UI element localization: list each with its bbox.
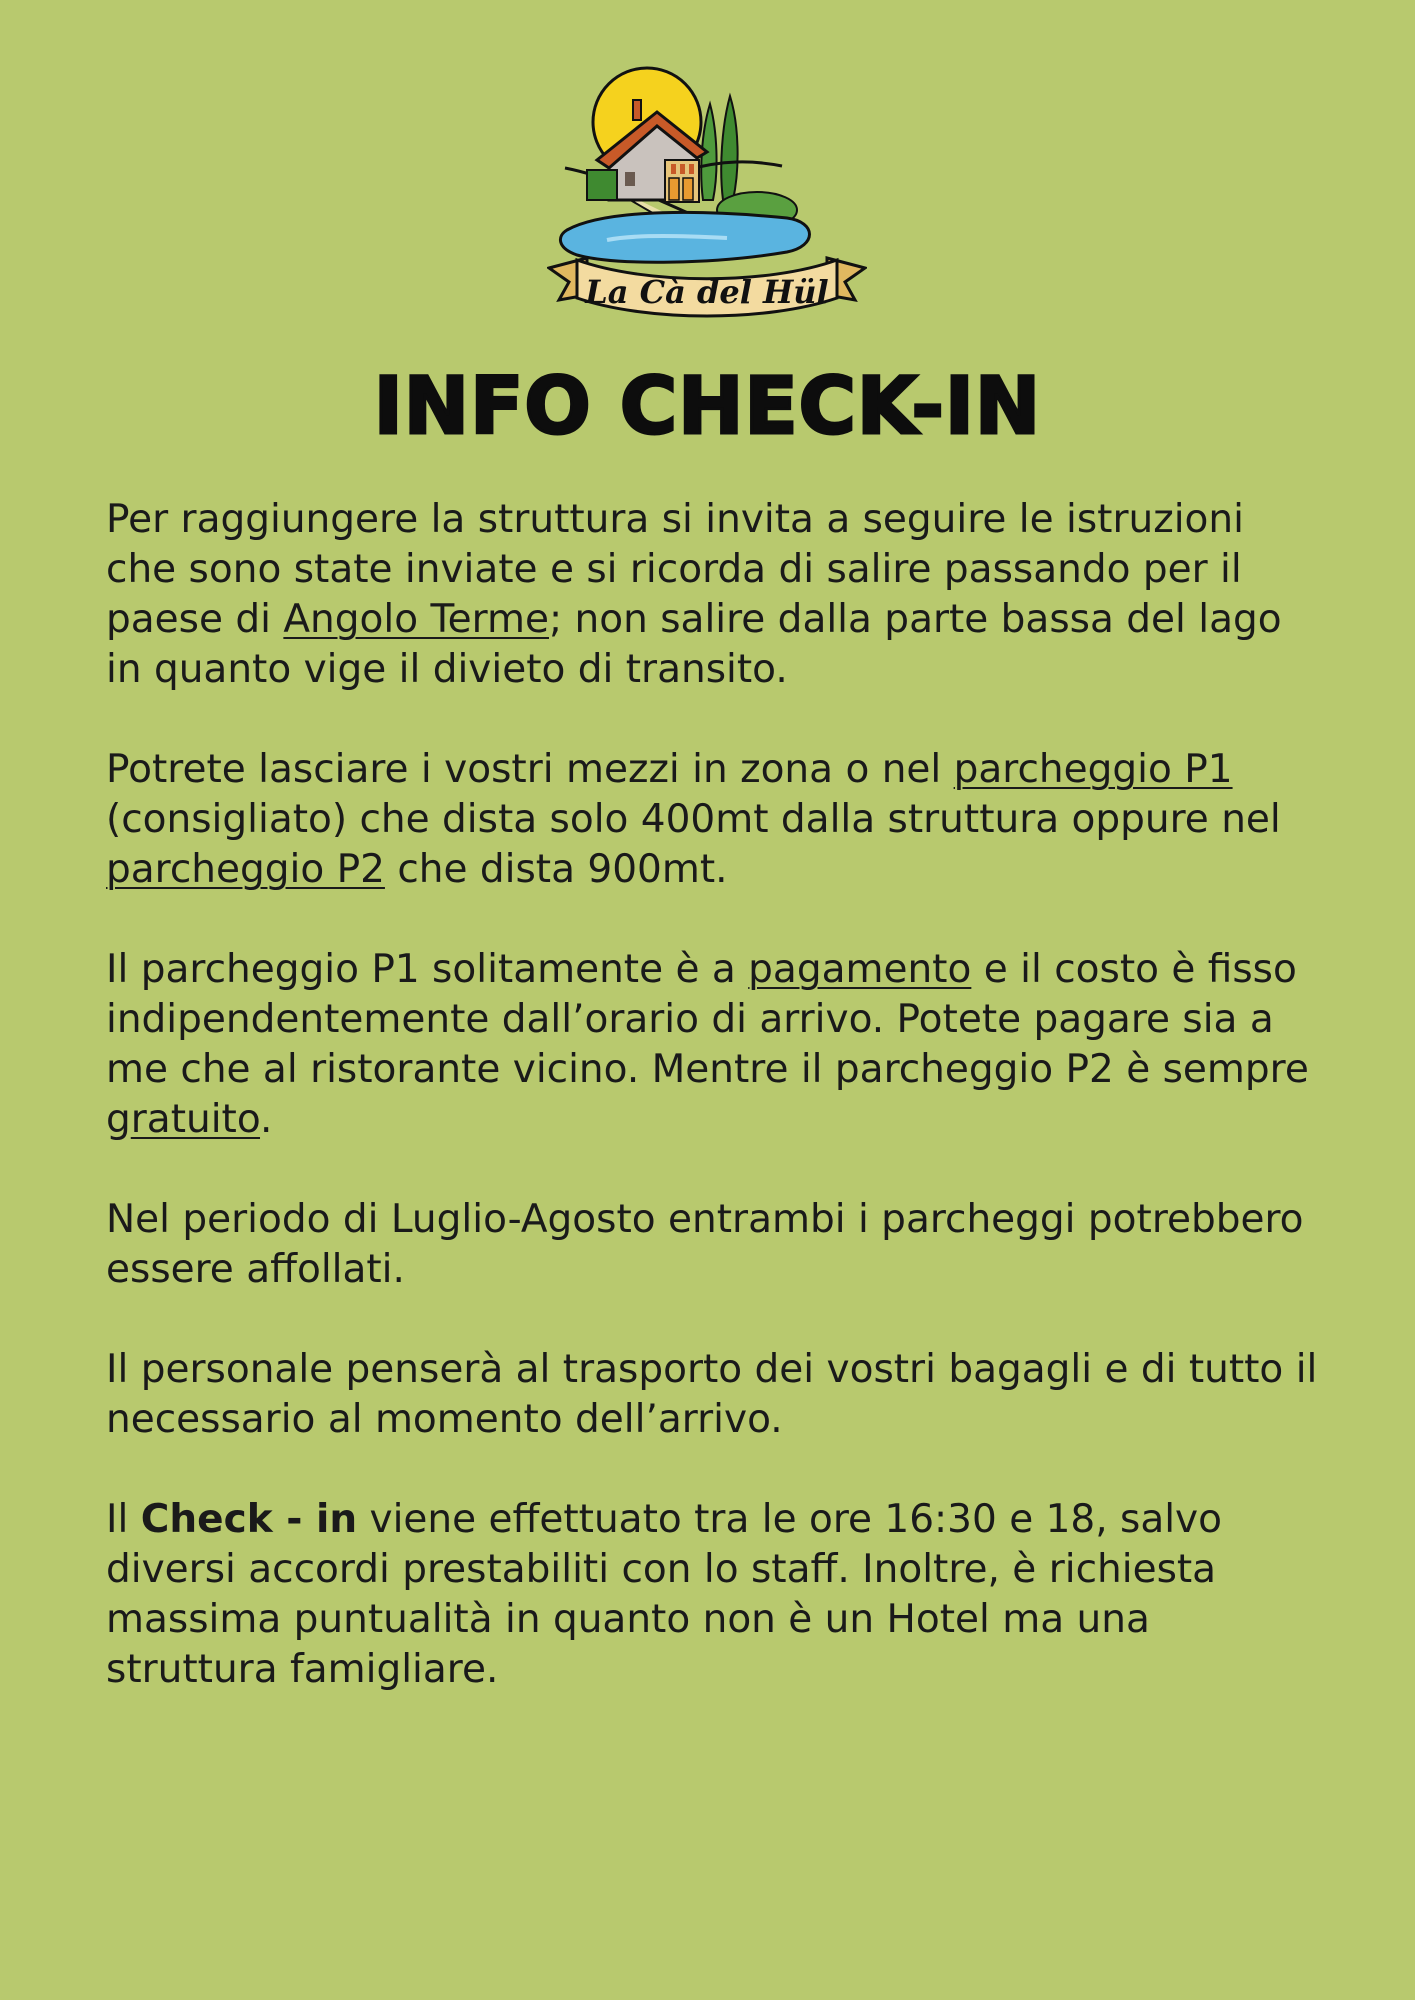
text-segment: Il parcheggio P1 solitamente è a: [106, 947, 749, 992]
tree-icon: [721, 96, 737, 200]
pagamento-link[interactable]: pagamento: [748, 947, 972, 992]
text-segment: viene effettuato tra le ore 16:30 e 18, salvo diversi accordi prestabiliti con lo staff. Inoltre, è richiesta massima puntualità in quanto non è un Hotel ma una struttura famigliare.: [106, 1497, 1223, 1692]
text-segment: Potrete lasciare i vostri mezzi in zona o nel: [106, 747, 954, 792]
check-in-label: Check - in: [140, 1497, 358, 1542]
text-segment: .: [260, 1097, 273, 1142]
parcheggio-p1-link[interactable]: parcheggio P1: [953, 747, 1233, 792]
text-segment: ; non salire dalla parte bassa del lago in quanto vige il divieto di transito.: [106, 597, 1282, 692]
text-segment: che dista 900mt.: [384, 847, 728, 892]
parcheggio-p2-link[interactable]: parcheggio P2: [106, 847, 385, 892]
paragraph-summer: Nel periodo di Luglio-Agosto entrambi i parcheggi potrebbero essere affollati.: [106, 1197, 1304, 1292]
paragraph-directions: [106, 495, 1326, 695]
text-segment: Il: [106, 1497, 141, 1542]
text-segment: (consigliato) che dista solo 400mt dalla struttura oppure nel: [106, 797, 1281, 842]
angolo-terme-link[interactable]: Angolo Terme: [283, 597, 549, 642]
logo-text: La Cà del Hül: [585, 273, 829, 311]
paragraph-parking: [106, 745, 1326, 895]
text-segment: Per raggiungere la struttura si invita a seguire le istruzioni che sono state inviate e si ricorda di salire passando per il paese di: [106, 497, 1244, 642]
logo: [547, 60, 867, 330]
paragraph-check-in: [106, 1495, 1326, 1695]
text-segment: e il costo è fisso indipendentemente dall’orario di arrivo. Potete pagare sia a me che al ristorante vicino. Mentre il parcheggio P2 è sempre g: [106, 947, 1309, 1142]
gratuito-link[interactable]: ratuito: [130, 1097, 261, 1142]
page-title: INFO CHECK-IN: [373, 362, 1042, 452]
logo-graphic: [547, 60, 867, 330]
paragraph-luggage: Il personale penserà al trasporto dei vostri bagagli e di tutto il necessario al momento dell’arrivo.: [106, 1347, 1318, 1442]
paragraph-parking-cost: [106, 945, 1326, 1145]
info-content: [106, 495, 1326, 1745]
